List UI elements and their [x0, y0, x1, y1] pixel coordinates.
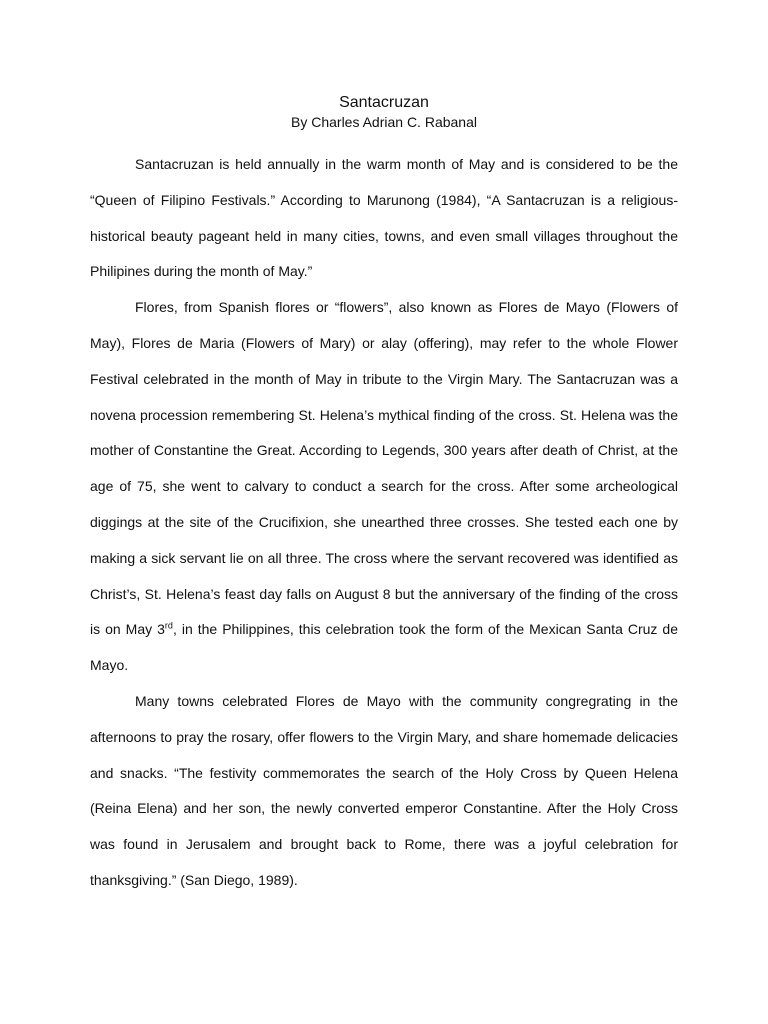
- paragraph-2: [90, 290, 678, 684]
- paragraph-2-superscript: rd: [164, 620, 173, 631]
- document-body: [90, 147, 678, 899]
- paragraph-1: Santacruzan is held annually in the warm month of May and is considered to be the “Queen of Filipino Festivals.” According to Marunong (1984), “A Santacruzan is a religious-historical beauty pageant held in many cities, towns, and even small villages throughout the Philipines during the month of May.”: [90, 156, 678, 280]
- paragraph-2-tail: , in the Philippines, this celebration took the form of the Mexican Santa Cruz de Mayo.: [90, 621, 678, 674]
- document-byline: By Charles Adrian C. Rabanal: [291, 114, 477, 130]
- paragraph-2-text: Flores, from Spanish flores or “flowers”, also known as Flores de Mayo (Flowers of May), Flores de Maria (Flowers of Mary) or alay (offering), may refer to the whole Flower Festival celebrated in the month of May in tribute to the Virgin Mary. The Santacruzan was a novena procession remembering St. Helena’s mythical finding of the cross. St. Helena was the mother of Constantine the Great. According to Legends, 300 years after death of Christ, at the age of 75, she went to calvary to conduct a search for the cross. After some archeological diggings at the site of the Crucifixion, she unearthed three crosses. She tested each one by making a sick servant lie on all three. The cross where the servant recovered was identified as Christ’s, St. Helena’s feast day falls on August 8 but the anniversary of the finding of the cross is on May 3: [90, 299, 678, 638]
- paragraph-3: Many towns celebrated Flores de Mayo with the community congregrating in the afternoons to pray the rosary, offer flowers to the Virgin Mary, and share homemade delicacies and snacks. “The festivity commemorates the search of the Holy Cross by Queen Helena (Reina Elena) and her son, the newly converted emperor Constantine. After the Holy Cross was found in Jerusalem and brought back to Rome, there was a joyful celebration for thanksgiving.” (San Diego, 1989).: [90, 692, 678, 888]
- document-title: Santacruzan: [339, 94, 429, 111]
